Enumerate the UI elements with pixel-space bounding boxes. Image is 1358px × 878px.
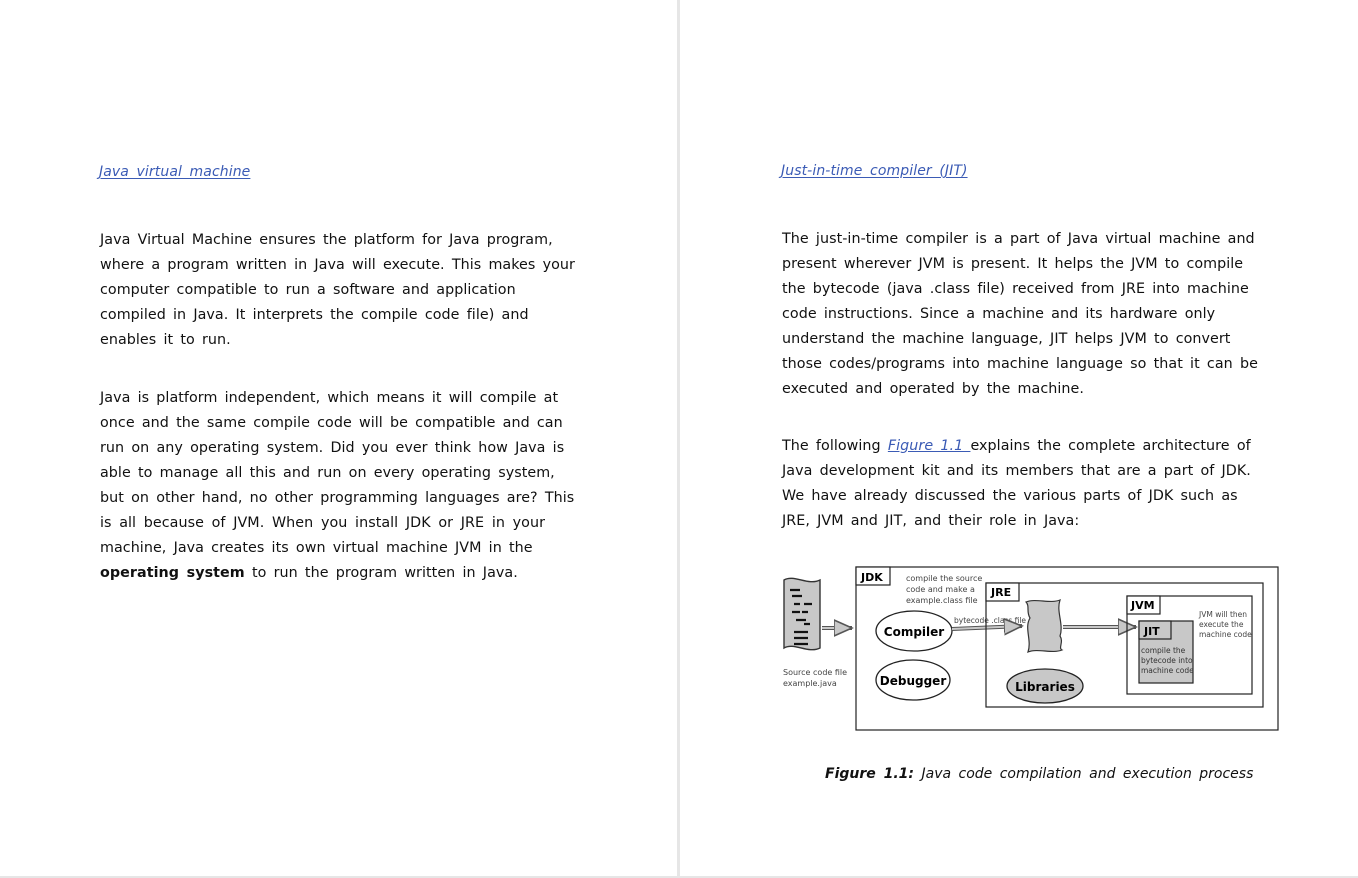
text-line: enables it to run.	[100, 332, 231, 348]
jit-note-2: bytecode into	[1141, 656, 1193, 665]
jit-note-3: machine code	[1141, 666, 1194, 675]
bold-term: operating system	[100, 565, 245, 581]
figure-caption	[825, 766, 1253, 782]
jdk-note-3: example.class file	[906, 596, 978, 605]
left-page	[0, 0, 677, 876]
text-line: is all because of JVM. When you install JDK or JRE in your	[100, 515, 545, 531]
text-line: present wherever JVM is present. It helps the JVM to compile	[782, 256, 1244, 272]
paragraph-jit-intro	[782, 227, 1258, 402]
text-line: but on other hand, no other programming languages are? This	[100, 490, 575, 506]
paragraph-jvm-intro	[100, 228, 575, 353]
text-line: run on any operating system. Did you ever think how Java is	[100, 440, 565, 456]
text-line: those codes/programs into machine language so that it can be	[782, 356, 1258, 372]
section-heading-jvm[interactable]: Java virtual machine	[99, 164, 251, 180]
text-line: able to manage all this and run on every operating system,	[100, 465, 555, 481]
text-fragment: The following	[782, 438, 888, 454]
text-fragment: to run the program written in Java.	[244, 565, 518, 581]
text-fragment: explains the complete architecture of	[970, 438, 1251, 454]
text-line: Java is platform independent, which means it will compile at	[100, 390, 559, 406]
text-line	[782, 434, 1251, 459]
text-line: computer compatible to run a software and application	[100, 282, 516, 298]
text-line: where a program written in Java will execute. This makes your	[100, 257, 575, 273]
jvm-label: JVM	[1131, 599, 1155, 612]
text-line: The just-in-time compiler is a part of Java virtual machine and	[782, 231, 1255, 247]
text-line: code instructions. Since a machine and its hardware only	[782, 306, 1216, 322]
figure-link[interactable]: Figure 1.1	[887, 438, 971, 454]
jvm-note-1: JVM will then	[1199, 610, 1248, 619]
text-line: Java development kit and its members that are a part of JDK.	[782, 463, 1251, 479]
jre-label: JRE	[991, 586, 1012, 599]
caption-label: Figure 1.1:	[825, 766, 915, 782]
jvm-note-3: machine code	[1199, 630, 1252, 639]
source-file-icon	[784, 578, 820, 649]
compiler-label: Compiler	[883, 625, 945, 639]
text-line: once and the same compile code will be compatible and can	[100, 415, 563, 431]
text-line	[100, 561, 568, 586]
source-label-1: Source code file	[783, 668, 848, 677]
text-line: understand the machine language, JIT helps JVM to convert	[782, 331, 1231, 347]
section-heading-jit[interactable]: Just-in-time compiler (JIT)	[781, 163, 968, 179]
jit-note-1: compile the	[1141, 646, 1186, 655]
text-line: compiled in Java. It interprets the compile code file) and	[100, 307, 529, 323]
text-line: JRE, JVM and JIT, and their role in Java:	[782, 513, 1080, 529]
figure-diagram	[780, 566, 1280, 734]
text-line: Java Virtual Machine ensures the platform for Java program,	[100, 232, 553, 248]
jvm-note-2: execute the	[1199, 620, 1244, 629]
right-page	[680, 0, 1358, 876]
jdk-note-1: compile the source	[906, 574, 983, 583]
jdk-label: JDK	[861, 571, 883, 584]
bytecode-arrow-label: bytecode .class file	[954, 616, 1027, 625]
paragraph-figure-intro	[782, 434, 1251, 534]
debugger-label: Debugger	[879, 674, 947, 688]
jit-label: JIT	[1144, 625, 1160, 638]
paragraph-platform-independent	[100, 386, 575, 586]
text-line: We have already discussed the various parts of JDK such as	[782, 488, 1238, 504]
caption-text: Java code compilation and execution process	[914, 766, 1254, 782]
text-line: the bytecode (java .class file) received from JRE into machine	[782, 281, 1249, 297]
source-label-2: example.java	[783, 679, 837, 688]
libraries-label: Libraries	[1015, 680, 1075, 694]
text-line: executed and operated by the machine.	[782, 381, 1084, 397]
jdk-note-2: code and make a	[906, 585, 975, 594]
text-line: machine, Java creates its own virtual machine JVM in the	[100, 540, 533, 556]
bytecode-file-icon	[1026, 600, 1062, 652]
